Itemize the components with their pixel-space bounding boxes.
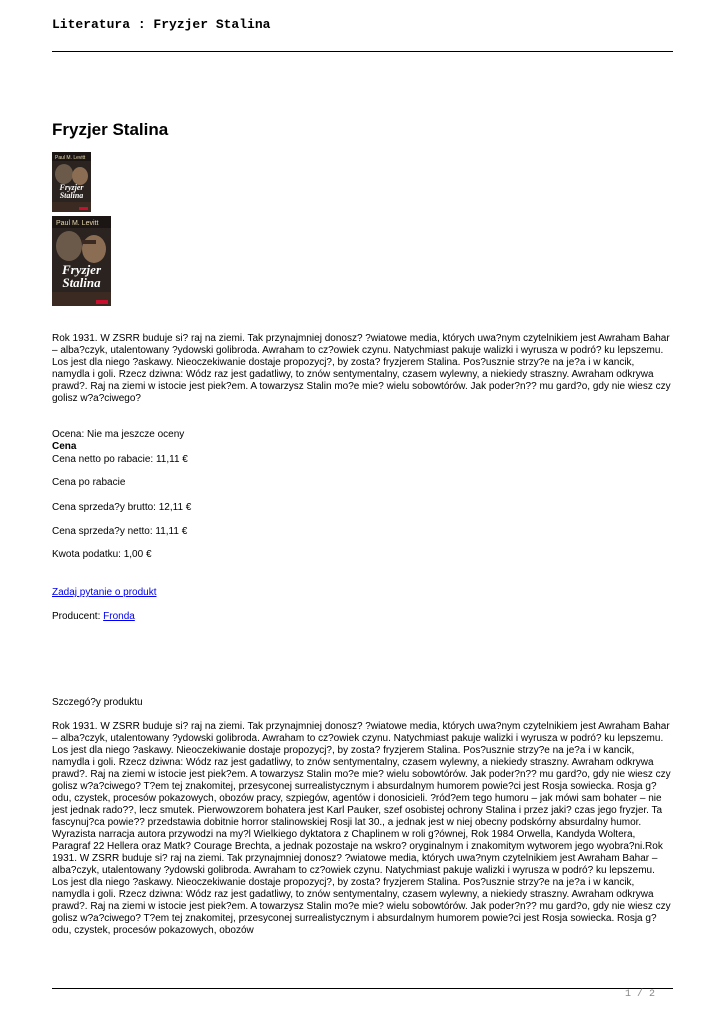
page-header: Literatura : Fryzjer Stalina [52,17,271,32]
price-heading: Cena [52,441,77,452]
cover-author-large: Paul M. Levitt [56,220,99,227]
price-net: Cena sprzeda?y netto: 11,11 € [52,526,188,537]
cover-title-line2-large: Stalina [62,275,101,290]
cover-author: Paul M. Levitt [55,155,86,161]
cover-title-line1-large: Fryzjer [62,262,101,277]
book-cover-image-large [52,216,111,306]
price-gross: Cena sprzeda?y brutto: 12,11 € [52,502,192,513]
cover-title-line2: Stalina [59,191,84,200]
footer-divider [52,988,673,989]
book-cover-image [52,152,91,212]
product-intro: Rok 1931. W ZSRR buduje si? raj na ziemi. Tak przynajmniej donosz? ?wiatowe media, których uwa?nym czytelnikiem jest Awraham Bahar – alba?czyk, utalentowany ?ydowski golibroda. Awraham to cz?owiek czynu. Natychmiast pakuje walizki i wyrusza w podró? ku lepszemu. Los jest dla niego ?askawy. Nieoczekiwanie dostaje propozycj?, by zosta? fryzjerem Stalina. Pos?usznie strzy?e na je?a i w kancik, namydla i goli. Rzecz dziwna: Wódz raz jest gadatliwy, to znów sentymentalny, czasem wylewny, a niekiedy straszny. Awraham odkrywa prawd?. Raj na ziemi w istocie jest piek?em. A towarzysz Stalin mo?e mie? wielu sobowtórów. Jak poder?n?? mu gard?o, gdy nie wiesz czy golisz w?a?ciwego? [52,333,671,404]
cover-title-line1: Fryzjer [59,183,84,192]
page-number: 1 / 2 [625,989,656,1000]
header-divider [52,51,673,52]
ask-question-link[interactable]: Zadaj pytanie o produkt [52,587,157,598]
book-cover[interactable] [52,216,111,306]
rating-text: Ocena: Nie ma jeszcze oceny [52,429,185,440]
product-description: Rok 1931. W ZSRR buduje si? raj na ziemi. Tak przynajmniej donosz? ?wiatowe media, których uwa?nym czytelnikiem jest Awraham Bahar – alba?czyk, utalentowany ?ydowski golibroda. Awraham to cz?owiek czynu. Natychmiast pakuje walizki i wyrusza w podró? ku lepszemu. Los jest dla niego ?askawy. Nieoczekiwanie dostaje propozycj?, by zosta? fryzjerem Stalina. Pos?usznie strzy?e na je?a i w kancik, namydla i goli. Rzecz dziwna: Wódz raz jest gadatliwy, to znów sentymentalny, czasem wylewny, a niekiedy straszny. Awraham odkrywa prawd?. Raj na ziemi w istocie jest piek?em. A towarzysz Stalin mo?e mie? wielu sobowtórów. Jak poder?n?? mu gard?o, gdy nie wiesz czy golisz w?a?ciwego? T?em tej znakomitej, przesyconej surrealistycznym i absurdalnym humorem powie?ci jest Rosja sowiecka. Rosja g?odu, czystek, procesów pokazowych, obozów pracy, szpiegów, agentów i donosicieli. ?ród?em tego humoru – jak mówi sam bohater – nie jest jednak rado??, lecz smutek. Pierwowzorem bohatera jest Karl Pauker, szef osobistej ochrony Stalina i przez jaki? czas jego fryzjer. Ta fascynuj?ca powie?? przedstawia dobitnie horror stalinowskiej Rosji lat 30., a jednak jest w niej obecny podskórny absurdalny humor. Wyrazista narracja autora przywodzi na my?l Wielkiego dyktatora z Chaplinem w roli g?ównej, Rok 1984 Orwella, Kandyda Woltera, Paragraf 22 Hellera oraz Matk? Courage Brechta, a jednak pozostaje na wskro? oryginalnym i znakomitym wytworem jego wyobra?ni.Rok 1931. W ZSRR buduje si? raj na ziemi. Tak przynajmniej donosz? ?wiatowe media, których uwa?nym czytelnikiem jest Awraham Bahar – alba?czyk, utalentowany ?ydowski golibroda. Awraham to cz?owiek czynu. Natychmiast pakuje walizki i wyrusza w podró? ku lepszemu. Los jest dla niego ?askawy. Nieoczekiwanie dostaje propozycj?, by zosta? fryzjerem Stalina. Pos?usznie strzy?e na je?a i w kancik, namydla i goli. Rzecz dziwna: Wódz raz jest gadatliwy, to znów sentymentalny, czasem wylewny, a niekiedy straszny. Awraham odkrywa prawd?. Raj na ziemi w istocie jest piek?em. A towarzysz Stalin mo?e mie? wielu sobowtórów. Jak poder?n?? mu gard?o, gdy nie wiesz czy golisz w?a?ciwego? T?em tej znakomitej, przesyconej surrealistycznym i absurdalnym humorem powie?ci jest Rosja sowiecka. Rosja g?odu, czystek, procesów pokazowych, obozów [52,721,671,936]
price-after-discount: Cena po rabacie [52,477,126,488]
producer-link[interactable]: Fronda [103,611,135,622]
price-net-after-discount: Cena netto po rabacie: 11,11 € [52,454,188,465]
producer-line [52,611,135,623]
product-title: Fryzjer Stalina [52,120,169,139]
details-heading: Szczegó?y produktu [52,697,143,708]
producer-label: Producent: [52,611,104,622]
book-cover-thumbnail[interactable] [52,152,91,212]
tax-amount: Kwota podatku: 1,00 € [52,549,152,560]
